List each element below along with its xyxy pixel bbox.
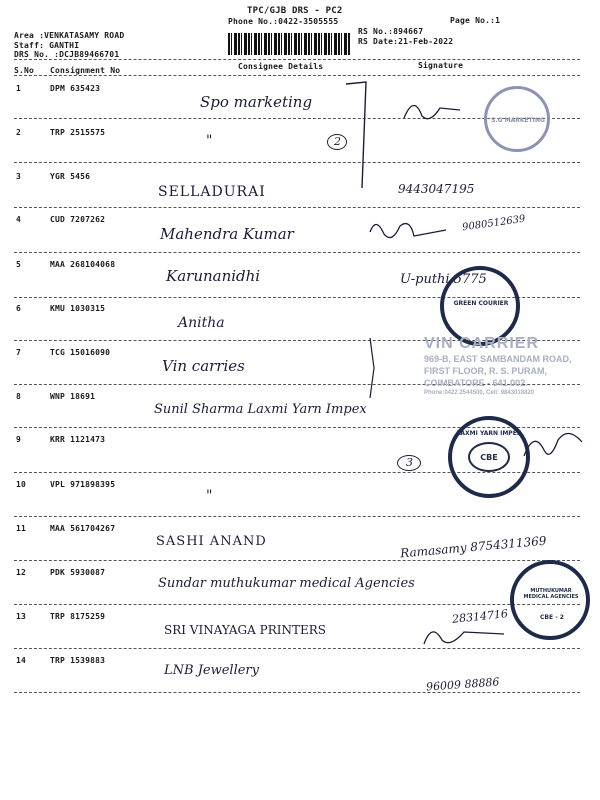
row-number: 5 <box>16 260 22 269</box>
row-number: 3 <box>16 172 22 181</box>
row-number: 2 <box>16 128 22 137</box>
drs-title: TPC/GJB DRS - PC2 <box>247 6 343 16</box>
signature-text: U-puthi 5775 <box>400 272 487 287</box>
rs-number: RS No.:894667 <box>358 27 424 36</box>
circled-mark-2: 2 <box>327 134 347 150</box>
row-number: 9 <box>16 435 22 444</box>
col-consignee: Consignee Details <box>238 62 324 71</box>
signature-scribble <box>420 614 510 654</box>
consignee-name: " <box>206 488 213 504</box>
row-number: 14 <box>16 656 27 665</box>
consignment-number: TRP 8175259 <box>50 612 106 621</box>
stamp-inner-ring: CBE <box>468 442 510 472</box>
staff-field: Staff: GANTHI <box>14 41 80 50</box>
consignment-number: YGR 5456 <box>50 172 91 181</box>
consignee-name: Vin carries <box>162 357 245 375</box>
row-divider <box>14 560 580 561</box>
drs-number: DRS No. :DCJB89466701 <box>14 50 120 59</box>
row-number: 11 <box>16 524 27 533</box>
stamp-sg-marketing: S.G MARKETING <box>484 86 550 152</box>
col-sno: S.No <box>14 66 35 75</box>
consignee-name: Sunil Sharma Laxmi Yarn Impex <box>154 402 367 417</box>
consignment-number: TRP 1539883 <box>50 656 106 665</box>
signature-scribble <box>400 90 470 130</box>
consignment-number: KMU 1030315 <box>50 304 106 313</box>
row-divider <box>14 162 580 163</box>
row-divider <box>14 252 580 253</box>
vin-carrier-phone: Phone:0422 2544500, Cell: 9843018820 <box>424 390 535 396</box>
vin-carrier-address: 969-B, EAST SAMBANDAM ROAD, <box>424 354 572 364</box>
signature-phone: 9080512639 <box>461 213 527 234</box>
consignee-name: Spo marketing <box>200 93 313 111</box>
header-divider <box>14 59 580 60</box>
signature-phone: Ramasamy 8754311369 <box>399 533 547 561</box>
row-number: 12 <box>16 568 27 577</box>
col-consignment: Consignment No <box>50 66 121 75</box>
area-field: Area :VENKATASAMY ROAD <box>14 31 125 40</box>
bracket-marks <box>340 68 400 448</box>
consignee-name: SRI VINAYAGA PRINTERS <box>164 623 326 637</box>
vin-carrier-address: COIMBATORE - 641 002. <box>424 378 528 388</box>
signature-phone: 9443047195 <box>398 182 475 196</box>
signature-phone: 28314716 <box>451 607 509 626</box>
columns-divider <box>14 75 580 76</box>
consignee-name: SELLADURAI <box>158 184 266 200</box>
consignment-number: PDK 5930087 <box>50 568 106 577</box>
consignment-number: VPL 971898395 <box>50 480 116 489</box>
row-number: 10 <box>16 480 27 489</box>
signature-scribble <box>366 214 456 250</box>
row-divider <box>14 207 580 208</box>
page-number: Page No.:1 <box>450 16 501 25</box>
consignee-name: SASHI ANAND <box>156 534 267 549</box>
consignee-name: Mahendra Kumar <box>160 225 294 243</box>
consignee-name: Karunanidhi <box>166 267 261 285</box>
phone-number: Phone No.:0422-3505555 <box>228 17 339 26</box>
consignment-number: TCG 15016090 <box>50 348 111 357</box>
vin-carrier-name: VIN CARRIER <box>424 335 540 352</box>
consignee-name: LNB Jewellery <box>164 663 259 678</box>
rs-date: RS Date:21-Feb-2022 <box>358 37 454 46</box>
row-divider <box>14 516 580 517</box>
col-signature: Signature <box>418 61 464 70</box>
signature-scribble <box>520 420 590 470</box>
stamp-green-courier: GREEN COURIER <box>440 266 520 346</box>
consignment-number: TRP 2515575 <box>50 128 106 137</box>
consignee-name: Anitha <box>178 315 225 331</box>
row-number: 7 <box>16 348 22 357</box>
consignment-number: KRR 1121473 <box>50 435 106 444</box>
signature-phone: 96009 88886 <box>425 675 500 694</box>
consignment-number: MAA 561704267 <box>50 524 116 533</box>
row-number: 13 <box>16 612 27 621</box>
vin-carrier-address: FIRST FLOOR, R. S. PURAM, <box>424 366 547 376</box>
row-divider <box>14 692 580 693</box>
row-number: 6 <box>16 304 22 313</box>
consignment-number: CUD 7207262 <box>50 215 106 224</box>
consignment-number: WNP 18691 <box>50 392 96 401</box>
stamp-laxmi-yarn: LAXMI YARN IMPEX CBE <box>448 416 530 498</box>
row-number: 1 <box>16 84 22 93</box>
row-number: 8 <box>16 392 22 401</box>
circled-mark-3: 3 <box>397 455 421 471</box>
consignee-name: " <box>206 133 213 149</box>
row-number: 4 <box>16 215 22 224</box>
stamp-medical-agencies: MUTHUKUMAR MEDICAL AGENCIES CBE - 2 <box>510 560 590 640</box>
row-divider <box>14 604 580 605</box>
barcode <box>228 33 350 55</box>
consignment-number: DPM 635423 <box>50 84 101 93</box>
consignee-name: Sundar muthukumar medical Agencies <box>158 576 415 591</box>
consignment-number: MAA 268104068 <box>50 260 116 269</box>
